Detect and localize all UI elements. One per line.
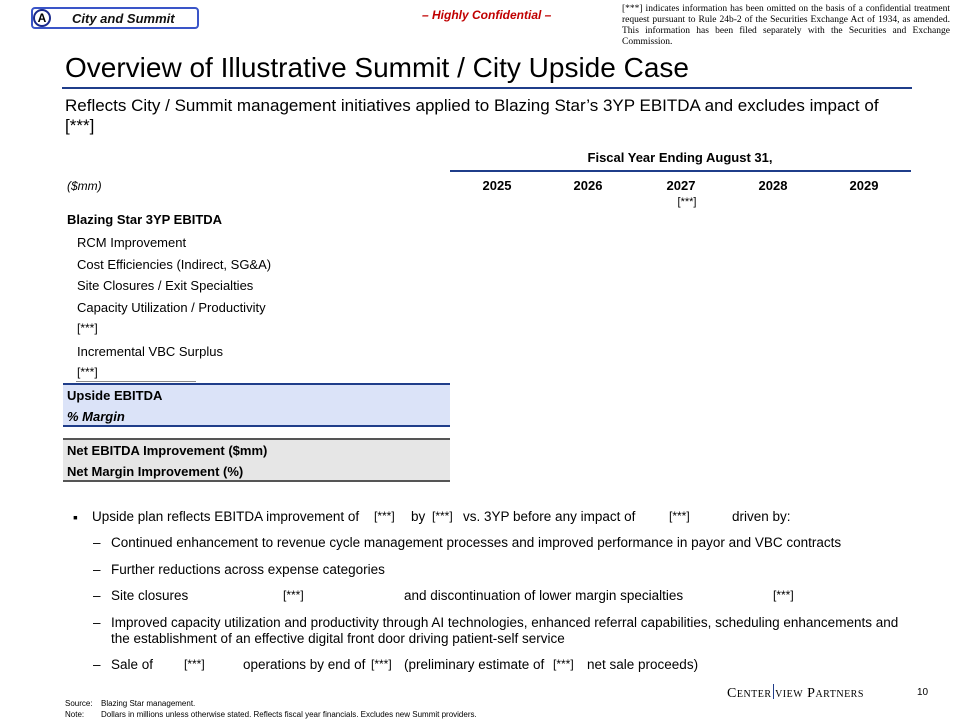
fiscal-year-heading: Fiscal Year Ending August 31, [587,150,773,165]
sub-bullet-site-closures-redaction-1: [***] [283,588,304,602]
dash-marker: – [93,535,101,550]
sub-bullet-sale-text-1: Sale of [111,657,154,672]
sub-bullet-capacity-line-2: the establishment of an effective digital front door driving patient-self service [111,631,565,646]
bullet-main-text-4: driven by: [732,509,791,524]
dash-marker: – [93,615,101,630]
row-divider [76,381,196,382]
year-2027-redaction: [***] [677,196,697,208]
centerview-logo [727,684,864,702]
row-label-redacted-2: [***] [77,365,98,379]
units-label: ($mm) [67,179,102,193]
dash-marker: – [93,657,101,672]
sub-bullet-sale-text-2: operations by end of [243,657,366,672]
year-header-2026: 2026 [573,178,603,193]
row-label-margin: % Margin [67,409,125,424]
row-label-site-closures: Site Closures / Exit Specialties [77,278,254,293]
row-label-net-ebitda: Net EBITDA Improvement ($mm) [67,443,268,458]
page-title: Overview of Illustrative Summit / City Upside Case [65,52,689,83]
bullet-main-text-1: Upside plan reflects EBITDA improvement of [92,509,360,524]
sub-bullet-capacity-line-1: Improved capacity utilization and productivity through AI technologies, enhanced referral capabilities, scheduling enhancements and [111,615,899,630]
row-label-3yp-ebitda: Blazing Star 3YP EBITDA [67,212,223,227]
dash-marker: – [93,588,101,603]
sub-bullet-rcm: Continued enhancement to revenue cycle management processes and improved performance in payor and VBC contracts [111,535,842,550]
row-label-capacity: Capacity Utilization / Productivity [77,300,266,315]
year-header-2029: 2029 [849,178,879,193]
year-header-2025: 2025 [482,178,512,193]
bullet-main-text-2: by [411,509,426,524]
year-header-2027: 2027 [666,178,696,193]
note-text: Dollars in millions unless otherwise stated. Reflects fiscal year financials. Excludes new Summit providers. [101,710,477,719]
row-label-rcm: RCM Improvement [77,235,187,250]
sub-bullet-site-closures-redaction-2: [***] [773,588,794,602]
sub-bullet-sale-redaction-3: [***] [553,657,574,671]
logo-left-text: Center [727,686,772,701]
sub-bullet-sale-redaction-2: [***] [371,657,392,671]
bullet-main-text-3: vs. 3YP before any impact of [463,509,636,524]
page-subtitle: Reflects City / Summit management initiatives applied to Blazing Star’s 3YP EBITDA and excludes impact of [***] [65,96,879,135]
section-letter-badge: A [33,9,51,27]
row-label-vbc-surplus: Incremental VBC Surplus [77,344,223,359]
logo-divider [773,684,775,699]
source-text: Blazing Star management. [101,699,196,708]
row-label-cost-efficiencies: Cost Efficiencies (Indirect, SG&A) [77,257,272,272]
bullet-main-redaction-1: [***] [374,509,395,523]
logo-right-text: view Partners [775,686,864,701]
sub-bullet-sale-text-3: (preliminary estimate of [404,657,545,672]
bullet-main-redaction-2: [***] [432,509,453,523]
sub-bullet-expense: Further reductions across expense categories [111,562,385,577]
year-header-2028: 2028 [758,178,788,193]
confidential-banner: – Highly Confidential – [422,8,552,22]
row-label-upside-ebitda: Upside EBITDA [67,388,163,403]
page-number: 10 [917,687,929,698]
section-tag-label: City and Summit [72,11,175,26]
sub-bullet-sale-text-4: net sale proceeds) [587,657,699,672]
sub-bullet-site-closures-text-2: and discontinuation of lower margin specialties [404,588,684,603]
omission-notice: [***] indicates information has been omitted on the basis of a confidential treatment request pursuant to Rule 24b-2 of the Securities Exchange Act of 1934, as amended. This information has been filed separately with the Securities and Exchange Commission. [622,4,950,47]
note-label: Note: [65,710,85,719]
source-label: Source: [65,699,93,708]
dash-marker: – [93,562,101,577]
title-divider [62,87,912,89]
fiscal-year-divider [450,170,911,172]
row-label-redacted-1: [***] [77,321,98,335]
row-label-net-margin: Net Margin Improvement (%) [67,464,244,479]
bullet-main-redaction-3: [***] [669,509,690,523]
sub-bullet-site-closures-text-1: Site closures [111,588,189,603]
bullet-marker: ▪ [73,509,78,525]
sub-bullet-sale-redaction-1: [***] [184,657,205,671]
